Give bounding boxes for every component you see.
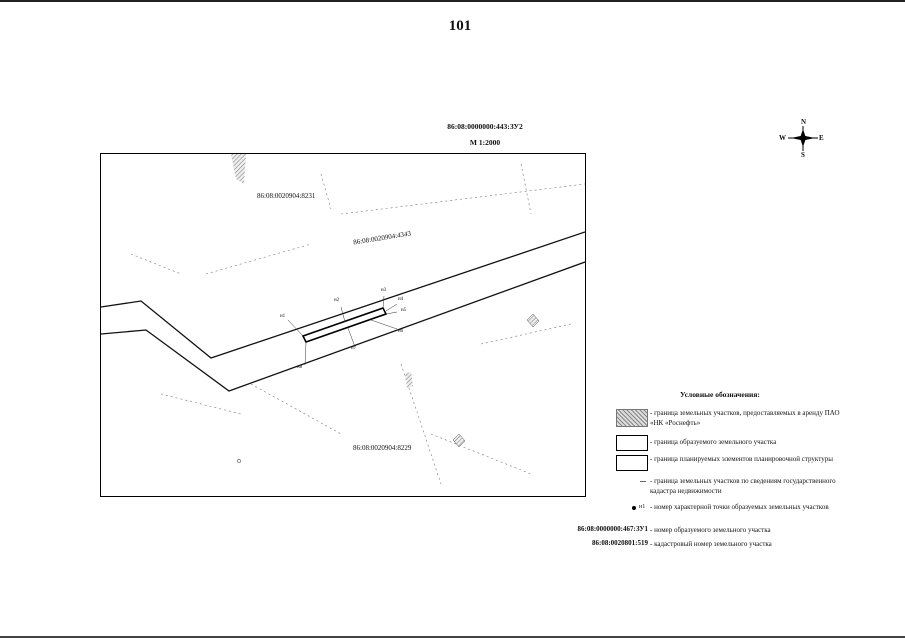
point-label-n2: н2 (334, 298, 340, 303)
legend-text: - граница планируемых элементов планировочной структуры (650, 455, 833, 463)
compass-n: N (801, 118, 807, 126)
point-icon-label: н1 (639, 504, 646, 510)
legend-title: Условные обозначения: (680, 390, 760, 399)
legend-text: - граница образуемого земельного участка (650, 438, 777, 446)
point-label-n6: н6 (398, 329, 404, 334)
compass-s: S (801, 151, 805, 159)
page-number: 101 (448, 18, 472, 34)
box-icon (616, 435, 648, 451)
parcel-label-8231: 86:08:0020904:8231 (257, 192, 316, 200)
page-top-edge (0, 0, 905, 2)
legend-row-cadastral-code (560, 539, 900, 569)
marker-circle (237, 459, 240, 462)
point-label-n1: н1 (280, 314, 286, 319)
parcel-label-4343: 86:08:0020904:4343 (352, 229, 412, 247)
compass-rose-icon (778, 120, 828, 160)
point-label-n3: н3 (381, 288, 387, 293)
map-drawing (101, 154, 585, 496)
point-leaders (288, 296, 397, 365)
compass-e: E (819, 134, 824, 142)
legend-text: - кадастровый номер земельного участка (650, 540, 772, 548)
legend-text: - номер характерной точки образуемых земельных участков (650, 503, 829, 511)
page-bottom-edge (0, 636, 905, 638)
point-label-n7: н7 (351, 346, 357, 351)
legend-text: - граница земельных участков по сведениям государственного кадастра недвижимости (650, 477, 836, 495)
parcel-label-8229: 86:08:0020904:8229 (353, 444, 412, 452)
hatch-icon (616, 409, 648, 427)
corridor-upper-edge (101, 232, 585, 358)
legend-code: 86:08:0020801:519 (592, 539, 648, 547)
dashed-line-icon (640, 481, 646, 482)
point-label-n8: н8 (297, 365, 303, 370)
map-title-block (380, 119, 590, 151)
map-frame (100, 153, 586, 497)
point-label-n4: н4 (398, 297, 404, 302)
point-icon (632, 506, 636, 510)
point-label-n5: н5 (401, 308, 407, 313)
legend-text: - номер образуемого земельного участка (650, 526, 771, 534)
box-icon (616, 455, 648, 471)
legend-text: - граница земельных участков, предоставляемых в аренду ПАО «НК «Роснефть» (650, 409, 840, 427)
compass-w: W (779, 134, 786, 142)
legend-code: 86:08:0000000:467:ЗУ1 (577, 525, 648, 533)
map-title: 86:08:0000000:443:ЗУ2 (447, 122, 523, 131)
map-scale: М 1:2000 (469, 138, 501, 147)
